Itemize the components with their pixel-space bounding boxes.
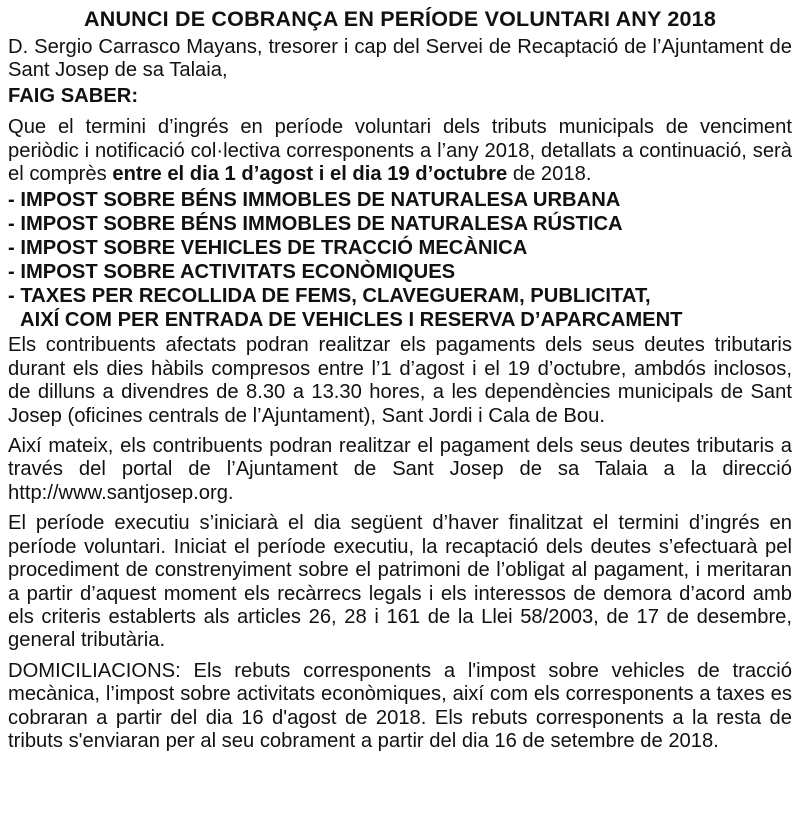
tax-item: - IMPOST SOBRE VEHICLES DE TRACCIÓ MECÀNICA	[8, 237, 528, 260]
faig-saber-heading: FAIG SABER:	[8, 84, 139, 107]
tax-item-fees	[8, 284, 792, 332]
intro-paragraph: D. Sergio Carrasco Mayans, tresorer i cap del Servei de Recaptació de l’Ajuntament de Sant Josep de sa Talaia,	[8, 36, 792, 82]
tax-item: - IMPOST SOBRE BÉNS IMMOBLES DE NATURALESA URBANA	[8, 189, 621, 212]
tax-item: - IMPOST SOBRE BÉNS IMMOBLES DE NATURALESA RÚSTICA	[8, 213, 623, 236]
period-text-after: de 2018.	[507, 163, 592, 186]
tax-item: - IMPOST SOBRE ACTIVITATS ECONÒMIQUES	[8, 261, 456, 284]
period-paragraph	[8, 116, 792, 186]
direct-debits-paragraph: DOMICILIACIONS: Els rebuts corresponents a l'impost sobre vehicles de tracció mecànica, l’impost sobre activitats econòmiques, així com els corresponents a taxes es cobraran a partir del dia 16 d'agost de 2018. Els rebuts corresponents a la resta de tributs s'enviaran per al seu cobrament a partir del dia 16 de setembre de 2018.	[8, 659, 792, 752]
tax-list	[8, 188, 792, 332]
period-dates: entre el dia 1 d’agost i el dia 19 d’octubre	[112, 163, 508, 186]
payment-paragraph: Els contribuents afectats podran realitzar els pagaments dels seus deutes tributaris durant els dies hàbils compresos entre l’1 d’agost i el 19 d’octubre, ambdós inclosos, de dilluns a divendres de 8.30 a 13.30 hores, a les dependències municipals de Sant Josep (oficines centrals de l’Ajuntament), Sant Jordi i Cala de Bou.	[8, 334, 792, 427]
period-text-before: Que el termini d’ingrés en període voluntari dels tributs municipals de venciment periòdic i notificació col·lectiva corresponents a l’any 2018, detallats a continuació, serà el comprès	[8, 116, 792, 186]
tax-item-fees-line1: - TAXES PER RECOLLIDA DE FEMS, CLAVEGUERAM, PUBLICITAT,	[8, 285, 651, 308]
online-payment-paragraph: Així mateix, els contribuents podran realitzar el pagament dels seus deutes tributaris a través del portal de l’Ajuntament de Sant Josep de sa Talaia a la direcció http://www.santjosep.org.	[8, 435, 792, 504]
executive-period-paragraph: El període executiu s’iniciarà el dia següent d’haver finalitzat el termini d’ingrés en període voluntari. Iniciat el període executiu, la recaptació dels deutes s’efectuarà pel procediment de constrenyiment sobre el patrimoni de l’obligat al pagament, i meritaran a partir d’aquest moment els recàrrecs legals i els interessos de demora d’acord amb els criteris establerts als articles 26, 28 i 161 de la Llei 58/2003, de 17 de desembre, general tributària.	[8, 512, 792, 652]
tax-item-fees-line2: AIXÍ COM PER ENTRADA DE VEHICLES I RESERVA D’APARCAMENT	[20, 309, 683, 332]
page-title: ANUNCI DE COBRANÇA EN PERÍODE VOLUNTARI ANY 2018	[84, 7, 716, 31]
